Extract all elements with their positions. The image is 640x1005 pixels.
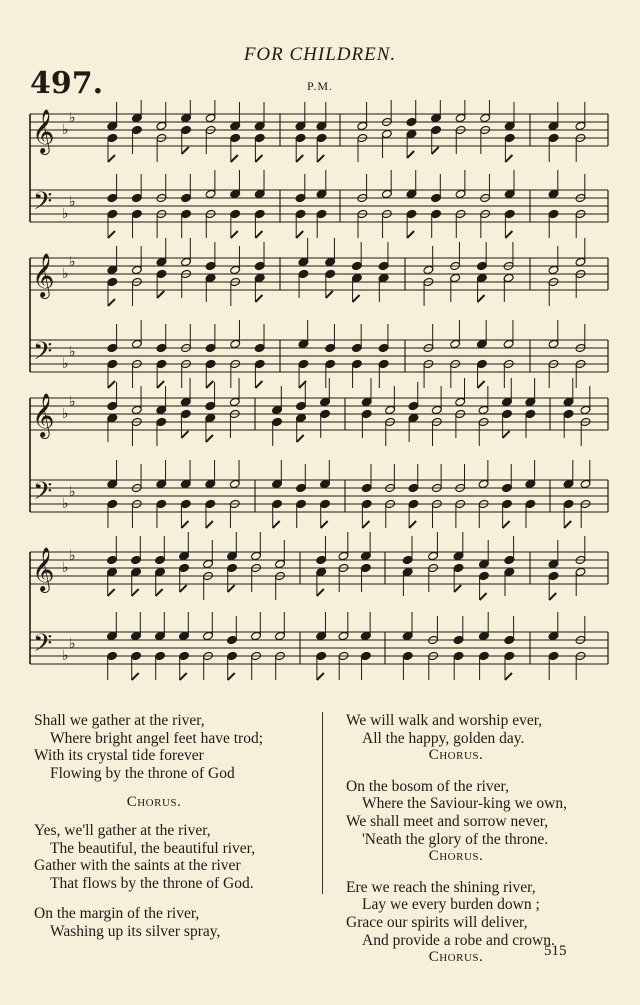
verse-line: Where bright angel feet have trod;	[50, 729, 264, 747]
treble-clef: 𝄞	[32, 547, 55, 591]
verse-line: We shall meet and sorrow never,	[346, 812, 549, 830]
running-head: FOR CHILDREN.	[243, 44, 397, 65]
verse-line: We will walk and worship ever,	[346, 712, 543, 729]
note-flag	[255, 155, 262, 162]
note-flag	[362, 521, 369, 528]
flat-sign: ♭	[62, 560, 69, 576]
flat-sign: ♭	[69, 394, 76, 410]
bass-clef: 𝄢	[33, 337, 53, 372]
treble-clef: 𝄞	[32, 109, 55, 153]
note-flag	[157, 381, 164, 388]
note-flag	[231, 231, 238, 238]
note-flag	[180, 673, 187, 680]
flat-sign: ♭	[62, 648, 69, 664]
stanza-gap	[346, 765, 616, 778]
note-flag	[503, 521, 510, 528]
note-flag	[228, 585, 235, 592]
column-divider	[322, 712, 323, 894]
verse-line: On the bosom of the river,	[346, 777, 509, 795]
flat-sign: ♭	[69, 254, 76, 270]
note-flag	[409, 521, 416, 528]
verse-line: 'Neath the glory of the throne.	[362, 830, 549, 848]
flat-sign: ♭	[69, 110, 76, 126]
verse-line: With its crystal tide forever	[34, 747, 204, 765]
stanza-gap	[34, 892, 324, 905]
note-flag	[564, 521, 571, 528]
sheet-music	[0, 100, 640, 700]
note-flag	[206, 435, 213, 442]
note-flag	[228, 673, 235, 680]
stanza-gap	[346, 866, 616, 879]
note-flag	[206, 521, 213, 528]
note-flag	[478, 381, 485, 388]
chorus-label: Chorus.	[428, 747, 484, 764]
verse-line: That flows by the throne of God.	[50, 874, 254, 892]
note-flag	[505, 673, 512, 680]
note-flag	[206, 381, 213, 388]
verse-line: Washing up its silver spray,	[50, 922, 221, 940]
note-flag	[157, 291, 164, 298]
note-flag	[317, 155, 324, 162]
note-flag	[180, 585, 187, 592]
verse-line: Lay we every burden down ;	[362, 896, 540, 914]
verses-left-column	[34, 712, 324, 941]
verse-line: Gather with the saints at the river	[34, 857, 241, 875]
note-flag	[255, 231, 262, 238]
meter-label: P.M.	[306, 79, 333, 93]
note-flag	[108, 231, 115, 238]
verse-line: On the margin of the river,	[34, 905, 200, 923]
chorus-label: Chorus.	[126, 794, 182, 811]
note-flag	[296, 155, 303, 162]
note-flag	[108, 299, 115, 306]
note-flag	[326, 291, 333, 298]
verse-line: Grace our spirits will deliver,	[346, 913, 528, 931]
flat-sign: ♭	[62, 122, 69, 138]
bass-clef: 𝄢	[33, 187, 53, 222]
note-flag	[132, 673, 139, 680]
note-flag	[317, 673, 324, 680]
note-flag	[549, 593, 556, 600]
note-flag	[353, 295, 360, 302]
verse-line: Flowing by the throne of God	[50, 764, 235, 782]
flat-sign: ♭	[62, 266, 69, 282]
flat-sign: ♭	[69, 344, 76, 360]
verses-right-column	[346, 712, 616, 967]
note-flag	[478, 295, 485, 302]
flat-sign: ♭	[62, 356, 69, 372]
note-flag	[321, 521, 328, 528]
bass-clef: 𝄢	[33, 629, 53, 664]
hymn-number: 497.	[30, 66, 104, 101]
note-flag	[480, 593, 487, 600]
treble-clef: 𝄞	[32, 253, 55, 297]
treble-clef: 𝄞	[32, 393, 55, 437]
note-flag	[505, 231, 512, 238]
note-flag	[297, 435, 304, 442]
note-flag	[454, 585, 461, 592]
note-flag	[182, 147, 189, 154]
verse-line: Where the Saviour-king we own,	[362, 795, 568, 813]
note-flag	[317, 589, 324, 596]
verse-line: Shall we gather at the river,	[34, 712, 205, 729]
note-flag	[108, 381, 115, 388]
note-flag	[255, 295, 262, 302]
verse-line: Ere we reach the shining river,	[346, 878, 536, 896]
flat-sign: ♭	[69, 194, 76, 210]
note-flag	[156, 589, 163, 596]
note-flag	[181, 431, 188, 438]
note-flag	[407, 231, 414, 238]
flat-sign: ♭	[69, 484, 76, 500]
note-flag	[255, 381, 262, 388]
chorus-label: Chorus.	[428, 848, 484, 865]
note-flag	[296, 231, 303, 238]
note-flag	[181, 521, 188, 528]
flat-sign: ♭	[69, 636, 76, 652]
flat-sign: ♭	[62, 496, 69, 512]
note-flag	[503, 431, 510, 438]
note-flag	[108, 589, 115, 596]
verse-line: The beautiful, the beautiful river,	[50, 839, 256, 857]
note-flag	[273, 521, 280, 528]
verse-line: All the happy, golden day.	[362, 729, 525, 747]
note-flag	[231, 155, 238, 162]
flat-sign: ♭	[62, 406, 69, 422]
chorus-label: Chorus.	[428, 949, 484, 966]
verse-line: And provide a robe and crown.	[362, 931, 555, 949]
page-number: 515	[544, 943, 567, 959]
note-flag	[505, 155, 512, 162]
note-flag	[132, 589, 139, 596]
note-flag	[407, 151, 414, 158]
flat-sign: ♭	[69, 548, 76, 564]
verse-line: Yes, we'll gather at the river,	[34, 821, 211, 839]
flat-sign: ♭	[62, 206, 69, 222]
note-flag	[108, 155, 115, 162]
note-flag	[432, 147, 439, 154]
bass-clef: 𝄢	[33, 477, 53, 512]
